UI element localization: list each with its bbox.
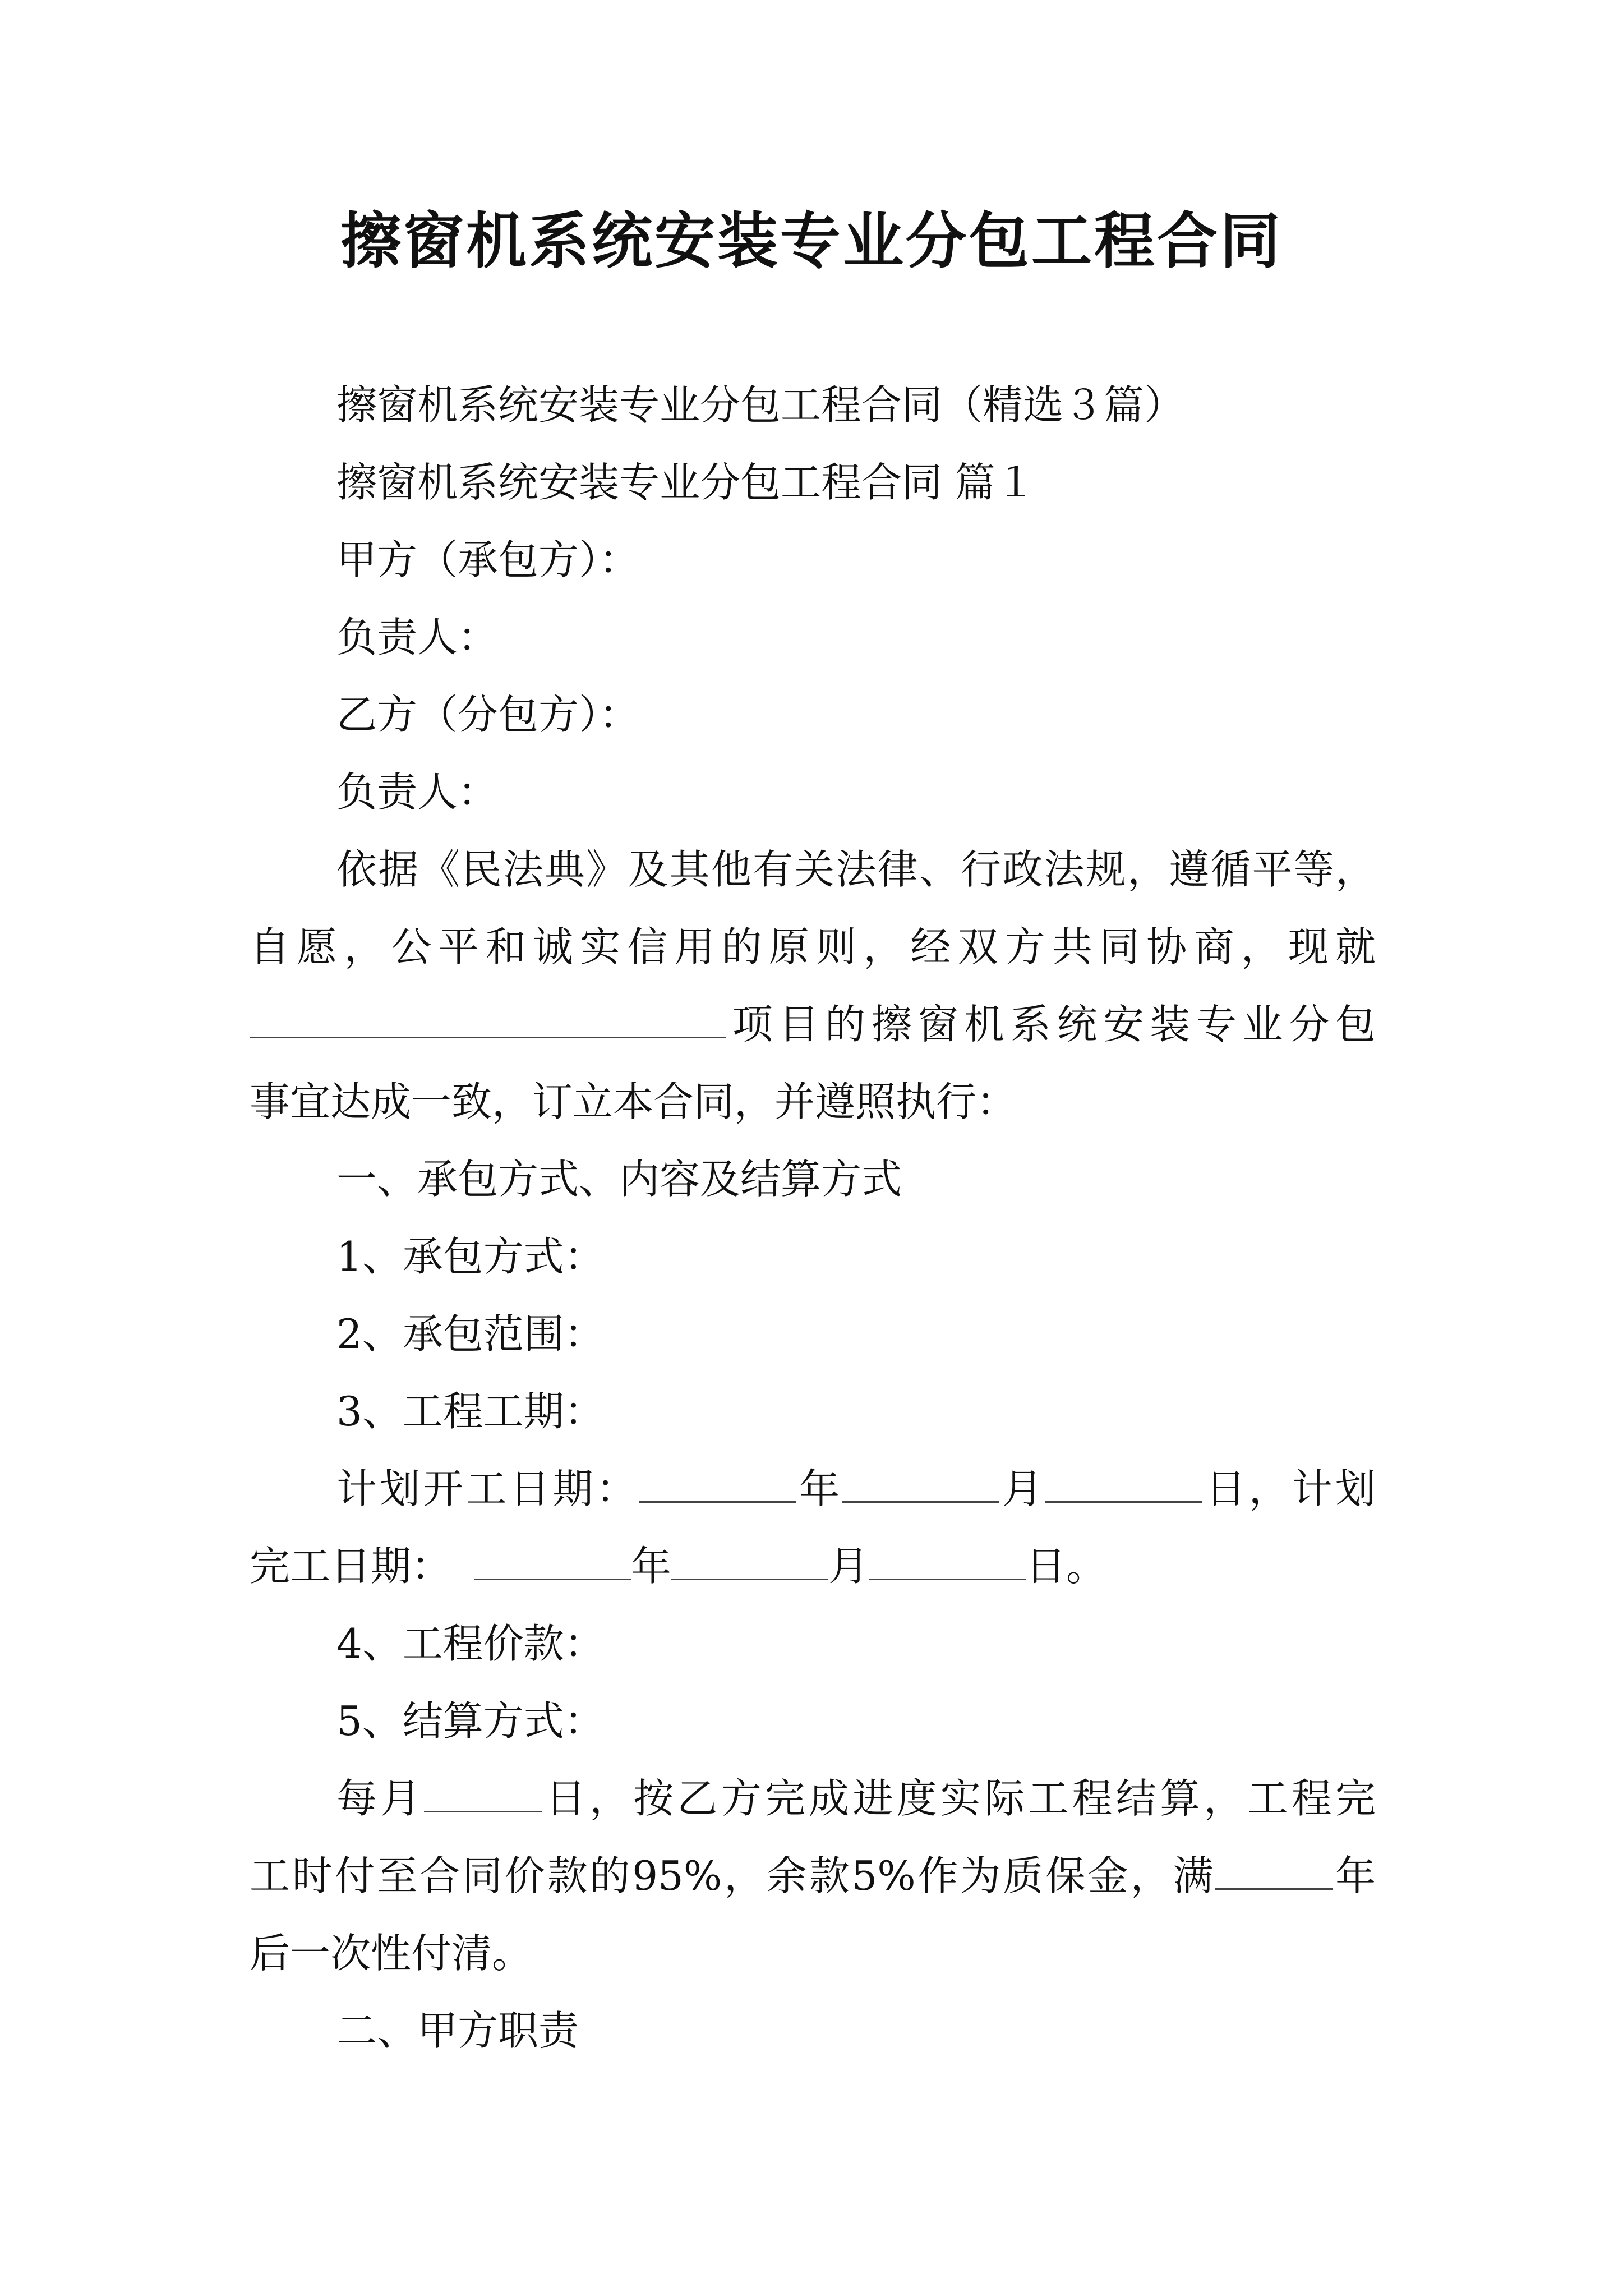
settlement-text-2: 工时付至合同价款的95%，余款5%作为质保金，满	[250, 1852, 1216, 1899]
finish-month-blank	[671, 1539, 828, 1580]
document-subtitle: 擦窗机系统安装专业分包工程合同（精选３篇）	[336, 381, 1185, 429]
party-b-rep-label: 负责人：	[336, 769, 499, 816]
finish-month-unit: 月	[828, 1543, 869, 1590]
finish-day-blank	[869, 1539, 1026, 1580]
planned-start-date-line	[336, 1461, 1376, 1517]
party-a-label: 甲方（承包方）：	[336, 536, 640, 583]
settlement-line-3: 后一次性付清。	[250, 1930, 533, 1977]
document-title: 擦窗机系统安装专业分包工程合同	[340, 206, 1283, 277]
settlement-text: 日，按乙方完成进度实际工程结算，工程完	[542, 1775, 1376, 1822]
settlement-day-blank	[424, 1772, 542, 1812]
item-duration: 3、工程工期：	[336, 1388, 605, 1435]
settlement-line-2	[250, 1848, 1376, 1904]
preamble-line-3-text: 项目的擦窗机系统安装专业分包	[726, 1001, 1376, 1048]
project-name-blank	[250, 997, 726, 1038]
item-contract-price: 4、工程价款：	[336, 1620, 605, 1667]
party-a-rep-label: 负责人：	[336, 614, 499, 661]
preamble-line-2: 自愿，公平和诚实信用的原则，经双方共同协商，现就	[250, 923, 1376, 970]
start-month-blank	[842, 1462, 999, 1503]
warranty-years-blank	[1215, 1849, 1333, 1890]
finish-year-unit: 年	[631, 1543, 672, 1590]
preamble-line-3	[250, 996, 1376, 1052]
section-heading: 擦窗机系统安装专业分包工程合同 篇１	[336, 459, 1036, 506]
start-year-unit: 年	[796, 1465, 843, 1512]
start-date-label: 计划开工日期：	[336, 1465, 639, 1512]
start-year-blank	[639, 1462, 796, 1503]
heading-section-2: 二、甲方职责	[336, 2007, 579, 2054]
item-settlement: 5、结算方式：	[336, 1697, 605, 1745]
start-month-unit: 月	[999, 1465, 1046, 1512]
settlement-year-unit: 年	[1333, 1852, 1376, 1899]
finish-day-unit: 日。	[1026, 1543, 1107, 1590]
preamble-line-4: 事宜达成一致，订立本合同，并遵照执行：	[250, 1078, 1017, 1125]
finish-date-label: 完工日期：	[250, 1543, 452, 1590]
start-day-unit: 日，计划	[1202, 1465, 1376, 1512]
finish-year-blank	[474, 1539, 631, 1580]
preamble-line-1: 依据《民法典》及其他有关法律、行政法规，遵循平等，	[336, 846, 1376, 893]
heading-section-1: 一、承包方式、内容及结算方式	[336, 1156, 902, 1203]
start-day-blank	[1045, 1462, 1202, 1503]
party-b-label: 乙方（分包方）：	[336, 691, 640, 738]
item-contract-scope: 2、承包范围：	[336, 1310, 605, 1358]
settlement-prefix: 每月	[336, 1775, 425, 1822]
planned-finish-date-line	[250, 1538, 1106, 1594]
settlement-line-1	[336, 1770, 1376, 1826]
item-contract-mode: 1、承包方式：	[336, 1233, 605, 1280]
